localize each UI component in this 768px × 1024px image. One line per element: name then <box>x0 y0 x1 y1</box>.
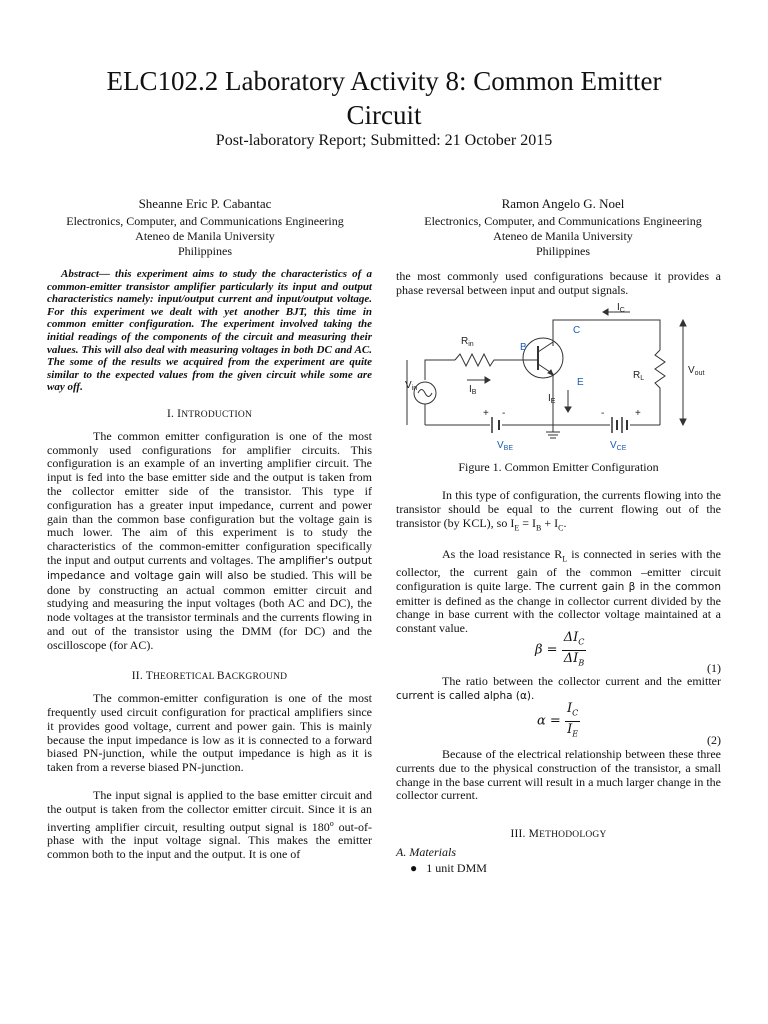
label-vout: $V_{out}$ <box>688 365 705 377</box>
author-dept: Electronics, Computer, and Communications Engineering <box>66 214 344 228</box>
section-heading-methodology: III. METHODOLOGY <box>510 828 607 840</box>
author-univ: Ateneo de Manila University <box>493 229 633 243</box>
right-paragraph-2: As the load resistance $R_L$ is connected in series with the collector, the current gain of the common –emitter circuit configuration is quite large. The current gain β in the common emitter is defined as the change in collector current divided by the change in base current with the collector voltage maintained at a constant value. <box>396 546 722 636</box>
label-vin: $V_{in}$ <box>405 380 418 392</box>
author-dept: Electronics, Computer, and Communications Engineering <box>424 214 702 228</box>
author-name: Sheanne Eric P. Cabantac <box>138 196 272 211</box>
intro-paragraph: The common emitter configuration is one of the most commonly used configurations for amplifier circuits. This configuration is an example of an inverting amplifier circuit. The input is fed into the base emitter side and the output is taken from the collector emitter side of the transistor. This type if configuration has a greater input impedance, current and power gain than the common base configuration but the voltage gain is much lower. The aim of this experiment is to study the characteristics of the common-emitter configuration specifically the input and output currents and voltages. The amplifier's output impedance and voltage gain will also be studied. This will be done by constructing an actual common emitter circuit and studying and measuring the input voltages (both AC and DC), the node voltages at the transistor terminals and the currents flowing in and out of the transistor using the DMM (for DC) and the oscilloscope (for AC). <box>47 428 373 652</box>
author-block-2 <box>388 196 738 259</box>
subsection-materials: A. Materials <box>396 845 456 859</box>
author-block-1 <box>30 196 380 259</box>
author-country: Philippines <box>535 244 590 258</box>
right-column-body <box>396 489 721 636</box>
left-column <box>47 268 372 862</box>
label-b: B <box>520 342 527 353</box>
label-ie: $I_E$ <box>548 393 556 405</box>
equation-2: α = $\frac{I_C}{I_E}$ <box>537 701 579 739</box>
right-paragraph-4: Because of the electrical relationship between these three currents due to the physical construction of the transistor, a small change in the base current will result in a much larger change in the collector current. <box>396 747 721 803</box>
section-heading-introduction: I. INTRODUCTION <box>166 407 253 420</box>
label-vbe: $V_{BE}$ <box>497 440 514 452</box>
equation-1: β = $\frac{\Delta I_C}{\Delta I_B}$ <box>535 630 585 668</box>
label-vbe-plus: + <box>483 408 489 419</box>
paper-title <box>40 64 728 132</box>
right-paragraph-3: The ratio between the collector current and the emitter current is called alpha (α). <box>396 674 721 702</box>
figure-caption: Figure 1. Common Emitter Configuration <box>458 460 659 474</box>
common-emitter-circuit-figure <box>405 300 720 455</box>
materials-list-item: ● 1 unit DMM <box>410 861 487 875</box>
label-vbe-minus: - <box>502 408 506 419</box>
label-e: E <box>577 377 584 388</box>
author-univ: Ateneo de Manila University <box>135 229 275 243</box>
label-ic: $I_C$ <box>617 302 625 314</box>
label-vce-plus: + <box>635 408 641 419</box>
paper-subtitle: Post-laboratory Report; Submitted: 21 October 2015 <box>215 132 553 149</box>
label-vce: $V_{CE}$ <box>610 440 627 452</box>
abstract: Abstract— this experiment aims to study the characteristics of a common-emitter transistor amplifier particularly its input and output characteristics namely: input/output current and input/output voltage. For this experiment we dealt with yet another BJT, this time in common emitter configuration. The experiment involved taking the initial readings of the components of the circuit and measuring their values. This will also deal with measuring voltages in both DC and AC. The some of the results we acquired from the experiment are quite similar to the expected values from the given circuit while some are way off. <box>47 268 372 394</box>
section-heading-theoretical-background: II. THEORETICAL BACKGROUND <box>131 670 288 683</box>
right-paragraph-0: the most commonly used configurations because it provides a phase reversal between input and output signals. <box>396 269 721 297</box>
title-line-2: Circuit <box>346 100 422 130</box>
equation-1-number: (1) <box>707 661 721 675</box>
bullet-icon: ● <box>410 861 418 875</box>
label-rl: $R_L$ <box>633 370 645 382</box>
title-line-1: ELC102.2 Laboratory Activity 8: Common Emitter <box>106 66 662 96</box>
label-ib: $I_B$ <box>469 384 477 396</box>
theory-paragraph-2: The input signal is applied to the base emitter circuit and the output is taken from the collector emitter circuit. Since it is an inverting amplifier circuit, resulting output signal is 180$^o$ out-of-phase with the input voltage signal. This makes the emitter common both to the input and the output. It is one of <box>47 788 372 862</box>
label-vce-minus: - <box>601 408 605 419</box>
equation-2-number: (2) <box>707 733 721 747</box>
theory-paragraph-1: The common-emitter configuration is one of the most frequently used circuit configuration for practical amplifiers since it provides good voltage, current and power gain. This is mainly because the input impedance is low as it is connected to a forward biased PN-junction, while the output impedance is high as it is taken from a reverse biased PN-junction. <box>47 691 372 775</box>
right-column-top <box>396 270 721 298</box>
author-country: Philippines <box>177 244 232 258</box>
right-paragraph-1: In this type of configuration, the currents flowing into the transistor should be equal to the current flowing out of the transistor (by KCL), so $I_E = I_B + I_C$. <box>396 488 721 532</box>
author-name: Ramon Angelo G. Noel <box>501 196 625 211</box>
label-c: C <box>573 325 581 336</box>
label-rin: $R_{in}$ <box>461 336 474 348</box>
